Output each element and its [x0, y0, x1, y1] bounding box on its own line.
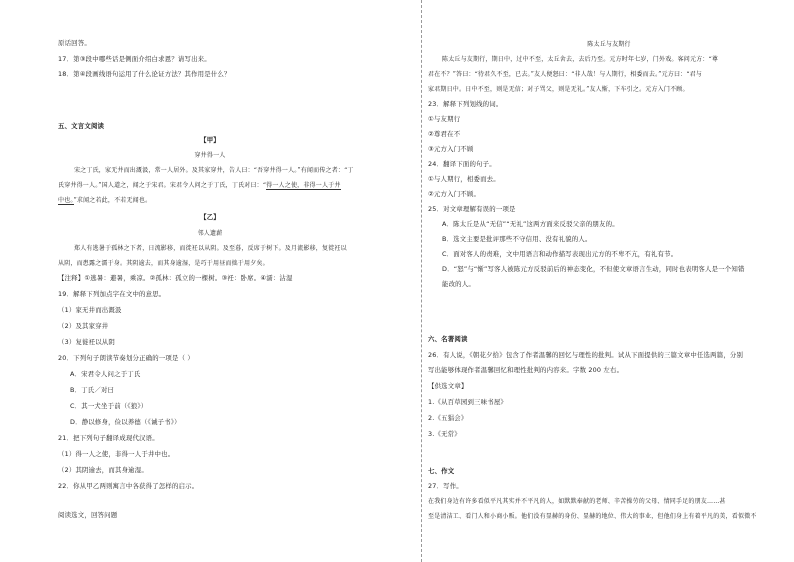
question-20-option-a: A．宋君令人问之于丁氏	[70, 370, 141, 378]
passage-line-1: 陈太丘与友期行，期日中，过中不至，太丘舍去，去后乃至。元方时年七岁，门外戏。客问元方：“尊	[442, 56, 719, 63]
section-6-heading: 六、名著阅读	[428, 335, 468, 343]
question-25-option-b: B．选文主要是批评那些不守信用、没有礼貌的人。	[442, 235, 592, 243]
question-24: 24．翻译下面的句子。	[428, 160, 496, 168]
question-20: 20．下列句子朗读节奏划分正确的一项是（ ）	[58, 354, 194, 362]
passage-jia-line-2: 氏穿井得一人。”国人道之，闻之于宋君。宋君令人问之于丁氏，丁氏对曰：“得一人之使，非得一人于井	[58, 182, 341, 189]
question-21-1: （1）得一人之使，非得一人于井中也。	[58, 450, 175, 458]
question-18: 18．第④段画线语句运用了什么论证方法？其作用是什么？	[58, 70, 231, 78]
question-20-option-c: C．其一犬坐于前（《狼》）	[70, 402, 148, 410]
passage-yi-title: 邻人遗薪	[197, 230, 223, 237]
annotation-note: 【注释】①逃暑：避暑，乘凉。②孤林：孤立的一棵树。③衽：卧席。④濡：沾湿	[58, 274, 293, 282]
question-19-3: （3）复徙衽以从阴	[58, 338, 115, 346]
article-option-2: 2.《五猖会》	[428, 414, 468, 422]
passage-jia-title: 穿井得一人	[194, 152, 226, 159]
question-20-option-d: D．静以修身，俭以养德（《诫子书》）	[70, 418, 181, 426]
question-19-2: （2）及其家穿井	[58, 322, 109, 330]
question-21-2: （2）其阴逾去，而其身逾湿。	[58, 466, 148, 474]
article-option-1: 1.《从百草园到三味书屋》	[428, 398, 507, 406]
question-23-2: ②尊君在不	[428, 130, 461, 138]
essay-prompt-line-1: 在我们身边有许多看似平凡其实并不平凡的人，如默默奉献的老师、辛苦操劳的父母、情同手足的朋友……甚	[428, 498, 726, 505]
answer-note: 原话回答。	[58, 39, 91, 47]
question-26: 26．有人说，《朝花夕拾》包含了作者温馨的回忆与理性的批判。试从下面提供的三篇文章中任选两篇，分别	[428, 351, 744, 359]
question-24-2: ②元方入门不顾。	[428, 190, 481, 198]
question-24-1: ①与人期行，相委而去。	[428, 175, 500, 183]
passage-yi-line-2: 从阴，而患露之濡于身。其阴逾去，而其身逾湿，是巧于用昼而拙于用夕矣。	[58, 260, 269, 267]
question-22: 22．你从甲乙两则寓言中各获得了怎样的启示。	[58, 482, 199, 490]
question-19-1: （1）家无井而出溉汲	[58, 306, 122, 314]
question-17: 17．第③段中哪些话是侧面介绍白求恩？请写出来。	[58, 55, 211, 63]
question-25-option-d-cont: 能改的人。	[442, 280, 475, 288]
question-26-cont: 写出能够体现作者温馨回忆和理性批判的内容来。字数 200 左右。	[428, 366, 624, 374]
question-23: 23．解释下列划线的词。	[428, 100, 503, 108]
question-23-3: ③元方入门不顾	[428, 145, 474, 153]
question-23-1: ①与友期行	[428, 115, 461, 123]
passage-line-2: 君在不？”答曰：“待君久不至，已去。”友人便怒曰：“非人哉！与人期行，相委而去。”元方曰：“君与	[428, 71, 703, 78]
passage-jia-line-1: 宋之丁氏，家无井而出溉汲，常一人居外。及其家穿井，告人曰：“吾穿井得一人。”有闻而传之者：“丁	[74, 167, 354, 174]
question-19: 19．解释下列加点字在文中的意思。	[58, 290, 166, 298]
passage-line-3: 家君期日中。日中不至，则是无信；对子骂父，则是无礼。”友人惭，下车引之。元方入门不顾。	[428, 86, 689, 93]
question-21: 21．把下列句子翻译成现代汉语。	[58, 434, 159, 442]
section-7-heading: 七、作文	[428, 467, 455, 475]
question-25-option-d: D．“怒”与“惭”写客人被陈元方反驳前后的神态变化，不但使文章语言生动，同时也表明客人是一个知错	[442, 265, 745, 273]
passage-title: 陈太丘与友期行	[587, 41, 631, 48]
article-option-3: 3.《无常》	[428, 430, 461, 438]
passage-yi-line-1: 郑人有逃暑于孤林之下者，日流影移，而徙衽以从阴。及至暮，反席于树下。及月流影移，复徙衽以	[74, 245, 347, 252]
essay-prompt-line-2: 至是清洁工、看门人和小商小贩。他们没有显赫的身份、显赫的地位、伟大的事业，但他们身上有着平凡的美，看似微不	[428, 513, 757, 520]
passage-yi-label: 【乙】	[200, 213, 220, 221]
column-divider	[421, 0, 422, 562]
right-column	[424, 0, 794, 562]
question-25: 25．对文章理解有误的一项是	[428, 205, 516, 213]
section-5-heading: 五、文言文阅读	[58, 122, 105, 130]
passage-jia-label: 【甲】	[200, 136, 220, 144]
passage-jia-line-3: 中也。”求闻之若此，不若无闻也。	[58, 197, 152, 204]
article-options-heading: 【供选文章】	[428, 382, 468, 390]
question-27: 27．写作。	[428, 482, 463, 490]
question-25-option-c: C．面对客人的责难，文中用语言和动作描写表现出元方的不卑不亢，有礼有节。	[442, 250, 678, 258]
question-25-option-a: A．陈太丘是从“无信”“无礼”这两方面来反驳父亲的朋友的。	[442, 220, 619, 228]
reading-instruction: 阅读选文，回答问题	[58, 511, 118, 519]
question-20-option-b: B．丁氏／对曰	[70, 386, 115, 394]
